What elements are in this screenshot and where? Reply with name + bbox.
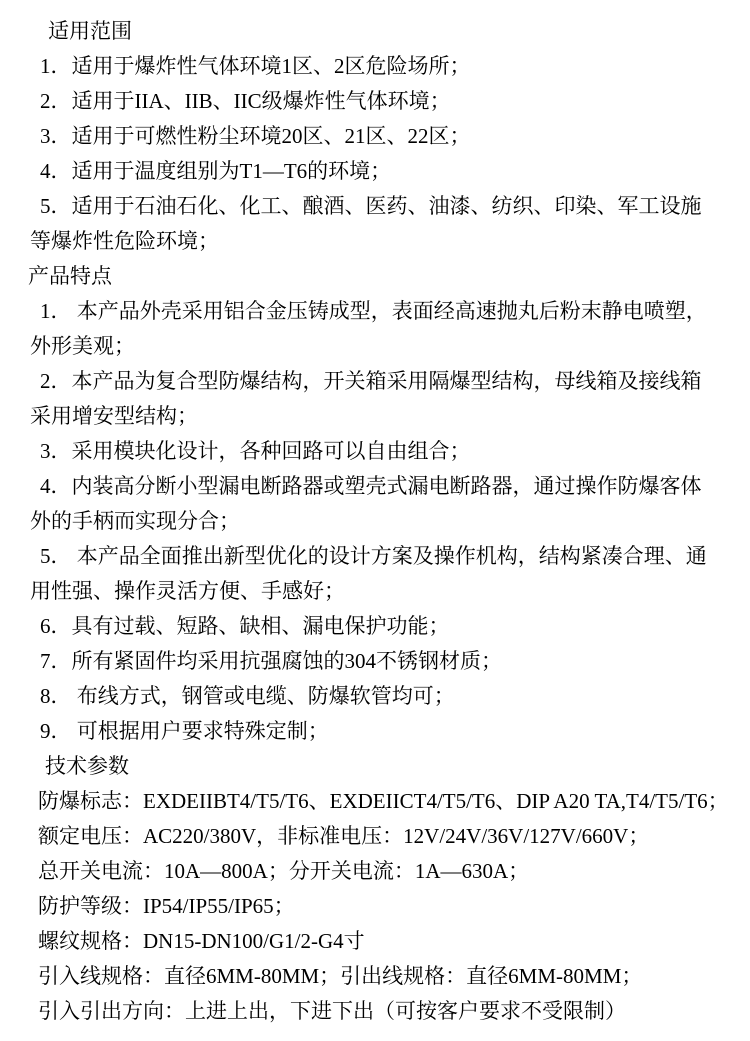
specs-section-heading: 技术参数 xyxy=(45,754,129,778)
feature-item-line: 2．本产品为复合型防爆结构，开关箱采用隔爆型结构，母线箱及接线箱 xyxy=(40,369,702,393)
feature-item-line: 外的手柄而实现分合； xyxy=(30,509,240,533)
feature-item-line: 6．具有过载、短路、缺相、漏电保护功能； xyxy=(40,614,450,638)
feature-item-line: 用性强、操作灵活方便、手感好； xyxy=(30,579,345,603)
scope-item-line: 3．适用于可燃性粉尘环境20区、21区、22区； xyxy=(40,124,471,148)
spec-param-line: 总开关电流：10A—800A；分开关电流：1A—630A； xyxy=(38,859,530,883)
spec-param-line: 引入线规格：直径6MM-80MM；引出线规格：直径6MM-80MM； xyxy=(38,964,643,988)
spec-param-line: 额定电压：AC220/380V，非标准电压：12V/24V/36V/127V/660V； xyxy=(38,824,650,848)
scope-item-line: 5．适用于石油石化、化工、酿酒、医药、油漆、纺织、印染、军工设施 xyxy=(40,194,702,218)
features-section-heading: 产品特点 xyxy=(28,264,112,288)
scope-item-line: 等爆炸性危险环境； xyxy=(30,229,219,253)
feature-item-line: 5． 本产品全面推出新型优化的设计方案及操作机构，结构紧凑合理、通 xyxy=(40,544,707,568)
spec-param-line: 引入引出方向：上进上出，下进下出（可按客户要求不受限制） xyxy=(38,999,626,1023)
section-scope xyxy=(0,14,750,259)
feature-item-line: 外形美观； xyxy=(30,334,135,358)
scope-section-heading: 适用范围 xyxy=(48,19,132,43)
feature-item-line: 7．所有紧固件均采用抗强腐蚀的304不锈钢材质； xyxy=(40,649,502,673)
feature-item-line: 4．内装高分断小型漏电断路器或塑壳式漏电断路器，通过操作防爆客体 xyxy=(40,474,702,498)
spec-param-line: 螺纹规格：DN15-DN100/G1/2-G4寸 xyxy=(38,929,365,953)
feature-item-line: 9． 可根据用户要求特殊定制； xyxy=(40,719,329,743)
feature-item-line: 采用增安型结构； xyxy=(30,404,198,428)
spec-param-line: 防护等级：IP54/IP55/IP65； xyxy=(38,894,295,918)
scope-item-line: 2．适用于IIA、IIB、IIC级爆炸性气体环境； xyxy=(40,89,451,113)
scope-item-line: 1．适用于爆炸性气体环境1区、2区危险场所； xyxy=(40,54,471,78)
feature-item-line: 3．采用模块化设计，各种回路可以自由组合； xyxy=(40,439,471,463)
section-features xyxy=(0,259,750,749)
section-specs xyxy=(0,749,750,1029)
feature-item-line: 8． 布线方式，钢管或电缆、防爆软管均可； xyxy=(40,684,455,708)
spec-param-line: 防爆标志：EXDEIIBT4/T5/T6、EXDEIICT4/T5/T6、DIP A20 TA,T4/T5/T6； xyxy=(38,789,729,813)
feature-item-line: 1． 本产品外壳采用铝合金压铸成型，表面经高速抛丸后粉末静电喷塑， xyxy=(40,299,707,323)
scope-item-line: 4．适用于温度组别为T1—T6的环境； xyxy=(40,159,392,183)
